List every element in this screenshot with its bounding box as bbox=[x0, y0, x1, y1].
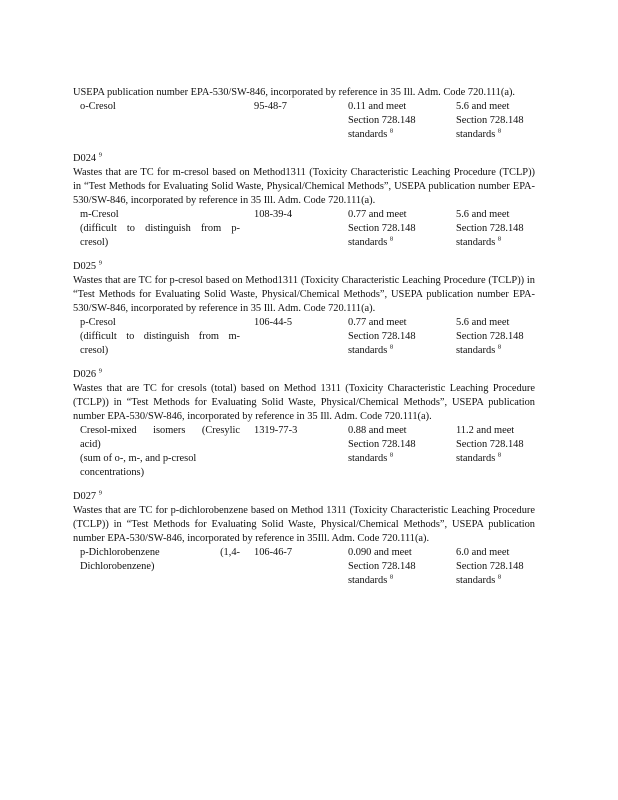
wastewater-standard: 0.11 and meet Section 728.148 standards $^8$ bbox=[348, 101, 416, 140]
table-row bbox=[73, 208, 535, 250]
waste-description: Wastes that are TC for p-dichlorobenzene based on Method 1311 (Toxicity Characteristic Leaching Procedure (TCLP)) in “Test Methods for Evaluating Solid Waste, Physical/Chemical Methods”, USEPA publication number EPA-530/SW-846, incorporated by reference in 35Ill. Adm. Code 720.111(a). bbox=[73, 505, 535, 544]
waste-description: Wastes that are TC for m-cresol based on Method1311 (Toxicity Characteristic Leaching Procedure (TCLP)) in “Test Methods for Evaluating Solid Waste, Physical/Chemical Methods”, USEPA publication number EPA-530/SW-846, incorporated by reference in 35 Ill. Adm. Code 720.111(a). bbox=[73, 167, 535, 206]
waste-code: D025 $^9$ bbox=[73, 259, 102, 272]
waste-code: D027 $^9$ bbox=[73, 489, 102, 502]
wastewater-standard: 0.77 and meet Section 728.148 standards $^8$ bbox=[348, 317, 416, 356]
cas-number: 106-44-5 bbox=[254, 317, 293, 328]
constituent-name: p-Cresol (difficult to distinguish from m- cresol) bbox=[80, 317, 240, 356]
constituent-name: o-Cresol bbox=[80, 101, 116, 112]
waste-entry-d026 bbox=[73, 368, 535, 480]
constituent-name: Cresol-mixed isomers (Cresylic acid) (sum of o-, m-, and p-cresol concentrations) bbox=[80, 425, 240, 478]
constituent-name: m-Cresol (difficult to distinguish from p- cresol) bbox=[80, 209, 240, 248]
cas-number: 95-48-7 bbox=[254, 101, 287, 112]
wastewater-standard: 0.090 and meet Section 728.148 standards $^8$ bbox=[348, 547, 416, 586]
waste-code: D026 $^9$ bbox=[73, 367, 102, 380]
cas-number: 108-39-4 bbox=[254, 209, 293, 220]
table-row bbox=[73, 100, 535, 142]
intro-paragraph: USEPA publication number EPA-530/SW-846, incorporated by reference in 35 Ill. Adm. Code 720.111(a). bbox=[73, 87, 516, 98]
nonwastewater-standard: 5.6 and meet Section 728.148 standards $^8$ bbox=[456, 317, 524, 356]
wastewater-standard: 0.88 and meet Section 728.148 standards $^8$ bbox=[348, 425, 416, 464]
waste-entry-d024 bbox=[73, 152, 535, 250]
wastewater-standard: 0.77 and meet Section 728.148 standards $^8$ bbox=[348, 209, 416, 248]
nonwastewater-standard: 6.0 and meet Section 728.148 standards $^8$ bbox=[456, 547, 524, 586]
waste-description: Wastes that are TC for p-cresol based on Method1311 (Toxicity Characteristic Leaching Procedure (TCLP)) in “Test Methods for Evaluating Solid Waste, Physical/Chemical Methods”, USEPA publication number EPA-530/SW-846, incorporated by reference in 35 Ill. Adm. Code 720.111(a). bbox=[73, 275, 535, 314]
table-row bbox=[73, 316, 535, 358]
waste-entry-d027 bbox=[73, 490, 535, 588]
constituent-name: p-Dichlorobenzene (1,4- Dichlorobenzene) bbox=[80, 547, 240, 572]
cas-number: 106-46-7 bbox=[254, 547, 293, 558]
nonwastewater-standard: 11.2 and meet Section 728.148 standards $^8$ bbox=[456, 425, 524, 464]
nonwastewater-standard: 5.6 and meet Section 728.148 standards $^8$ bbox=[456, 101, 524, 140]
document-page bbox=[73, 86, 535, 588]
nonwastewater-standard: 5.6 and meet Section 728.148 standards $^8$ bbox=[456, 209, 524, 248]
waste-entry-d025 bbox=[73, 260, 535, 358]
table-row bbox=[73, 546, 535, 588]
waste-code: D024 $^9$ bbox=[73, 151, 102, 164]
table-row bbox=[73, 424, 535, 480]
cas-number: 1319-77-3 bbox=[254, 425, 298, 436]
waste-description: Wastes that are TC for cresols (total) based on Method 1311 (Toxicity Characteristic Leaching Procedure (TCLP)) in “Test Methods for Evaluating Solid Waste, Physical/Chemical Methods”, USEPA publication number EPA-530/SW-846, incorporated by reference in 35 Ill. Adm. Code 720.111(a). bbox=[73, 383, 535, 422]
